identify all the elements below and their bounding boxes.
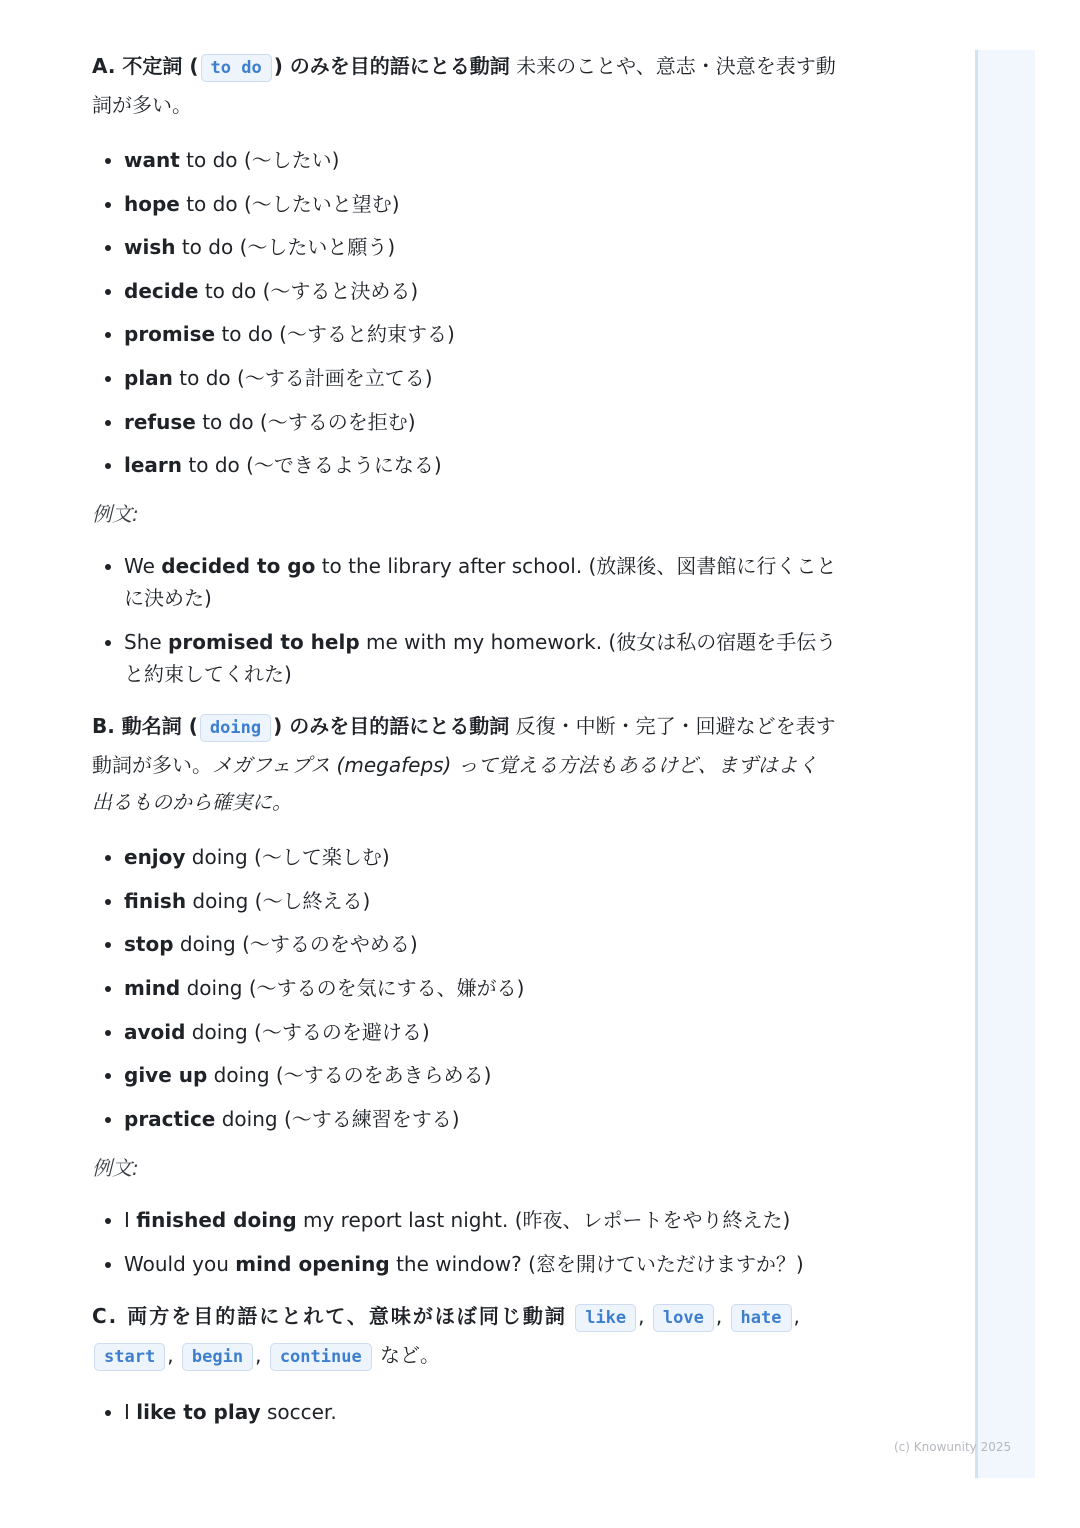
list-item — [124, 276, 837, 306]
list-item — [124, 1396, 837, 1428]
document-body — [92, 48, 837, 1446]
list-item — [124, 407, 837, 437]
verb-meaning: doing (〜する練習をする) — [215, 1106, 460, 1131]
list-item — [124, 363, 837, 393]
list-item — [124, 1104, 837, 1134]
verb: hope — [124, 191, 180, 216]
separator: , — [715, 1303, 723, 1328]
section-a-label: A. 不定詞 ( — [92, 54, 199, 78]
section-b-example-label: 例文: — [92, 1155, 139, 1180]
chip-love: love — [653, 1304, 714, 1332]
separator: , — [638, 1303, 645, 1328]
section-c-tail: など。 — [373, 1342, 441, 1367]
chip-like: like — [575, 1304, 636, 1332]
list-item — [124, 886, 837, 916]
section-a-heading — [92, 48, 837, 124]
list-item — [124, 1017, 837, 1047]
example-text: I — [124, 1207, 137, 1232]
section-a-desc: 未来のことや、意志・決意を表す動詞が多い。 — [92, 54, 836, 117]
verb-meaning: to do (〜したい) — [179, 148, 340, 172]
section-b-desc-italic: メガフェプス (megafeps) って覚える方法もあるけど、まずはよく出るものから確実に。 — [92, 753, 818, 815]
side-panel — [975, 50, 1035, 1478]
section-a-chip: to do — [201, 54, 272, 82]
verb: mind — [124, 975, 181, 1000]
verb: practice — [124, 1106, 216, 1131]
example-text: Would you — [124, 1251, 236, 1276]
example-text: my report last night. (昨夜、レポートをやり終えた) — [296, 1207, 791, 1232]
verb-meaning: to do (〜すると約束する) — [215, 322, 455, 347]
verb-meaning: to do (〜する計画を立てる) — [172, 365, 433, 390]
verb-meaning: doing (〜し終える) — [186, 888, 371, 913]
separator: , — [255, 1342, 262, 1367]
verb-meaning: to do (〜したいと願う) — [175, 235, 396, 260]
list-item — [124, 550, 837, 614]
section-b-example-list — [92, 1204, 837, 1280]
verb-meaning: to do (〜すると決める) — [198, 278, 419, 303]
verb-meaning: doing (〜するのを気にする、嫌がる) — [180, 975, 525, 1000]
verb-meaning: doing (〜するのをあきらめる) — [207, 1063, 492, 1088]
verb: plan — [124, 365, 173, 390]
section-a-verb-list — [92, 145, 837, 480]
list-item — [124, 626, 837, 690]
verb-meaning: doing (〜するのをやめる) — [173, 932, 418, 957]
list-item — [124, 1248, 837, 1280]
copyright-footer: (c) Knowunity 2025 — [894, 1440, 1012, 1454]
section-b-chip: doing — [200, 714, 271, 742]
section-c-heading — [92, 1298, 837, 1376]
section-c-example-list — [92, 1396, 837, 1428]
separator: , — [167, 1342, 174, 1367]
list-item — [124, 319, 837, 349]
verb-meaning: to do (〜できるようになる) — [182, 453, 442, 478]
section-b-label: B. 動名詞 ( — [92, 714, 198, 739]
verb-meaning: to do (〜したいと望む) — [179, 191, 400, 216]
chip-hate: hate — [731, 1304, 792, 1332]
section-c-label: C. 両方を目的語にとれて、意味がほぼ同じ動詞 — [92, 1303, 567, 1328]
verb: promise — [124, 322, 216, 347]
example-bold: decided to go — [161, 554, 316, 579]
list-item — [124, 1060, 837, 1090]
section-a-example-label: 例文: — [92, 502, 139, 527]
section-a-example-list — [92, 550, 837, 690]
example-text: to the library after school. (放課後、図書館に行くことに決めた) — [124, 554, 837, 611]
verb: decide — [124, 278, 199, 303]
chip-begin: begin — [182, 1343, 253, 1371]
verb: give up — [124, 1063, 208, 1088]
example-bold: mind opening — [235, 1251, 390, 1276]
verb: wish — [124, 235, 176, 260]
verb-meaning: doing (〜するのを避ける) — [185, 1019, 430, 1044]
verb: stop — [124, 932, 174, 957]
example-bold: finished doing — [136, 1207, 297, 1232]
list-item — [124, 973, 837, 1003]
example-bold: like to play — [136, 1399, 261, 1424]
section-b-label-after: ) のみを目的語にとる動詞 — [273, 714, 510, 739]
list-item — [124, 842, 837, 872]
example-text: me with my homework. (彼女は私の宿題を手伝うと約束してくれた) — [124, 630, 837, 687]
section-b-desc: 反復・中断・完了・回避などを表す動詞が多い。 — [92, 714, 836, 778]
verb-meaning: doing (〜して楽しむ) — [185, 845, 390, 870]
verb: refuse — [124, 409, 196, 434]
list-item — [124, 145, 837, 175]
chip-start: start — [94, 1343, 165, 1371]
verb: learn — [124, 453, 183, 478]
example-text: She — [124, 630, 169, 655]
list-item — [124, 929, 837, 959]
example-text: I — [124, 1399, 137, 1424]
example-text: soccer. — [260, 1399, 337, 1424]
example-text: We — [124, 554, 162, 579]
verb: enjoy — [124, 845, 186, 870]
section-a-label-after: ) のみを目的語にとる動詞 — [273, 54, 510, 78]
verb: finish — [124, 888, 187, 913]
list-item — [124, 450, 837, 480]
section-b-verb-list — [92, 842, 837, 1134]
list-item — [124, 1204, 837, 1236]
example-bold: promised to help — [168, 630, 360, 655]
verb-meaning: to do (〜するのを拒む) — [195, 409, 416, 434]
list-item — [124, 232, 837, 262]
separator: , — [793, 1303, 800, 1328]
example-text: the window? (窓を開けていただけますか？) — [389, 1251, 804, 1276]
section-b-heading — [92, 708, 837, 821]
list-item — [124, 189, 837, 219]
chip-continue: continue — [270, 1343, 372, 1371]
verb: avoid — [124, 1019, 186, 1044]
verb: want — [124, 148, 180, 172]
